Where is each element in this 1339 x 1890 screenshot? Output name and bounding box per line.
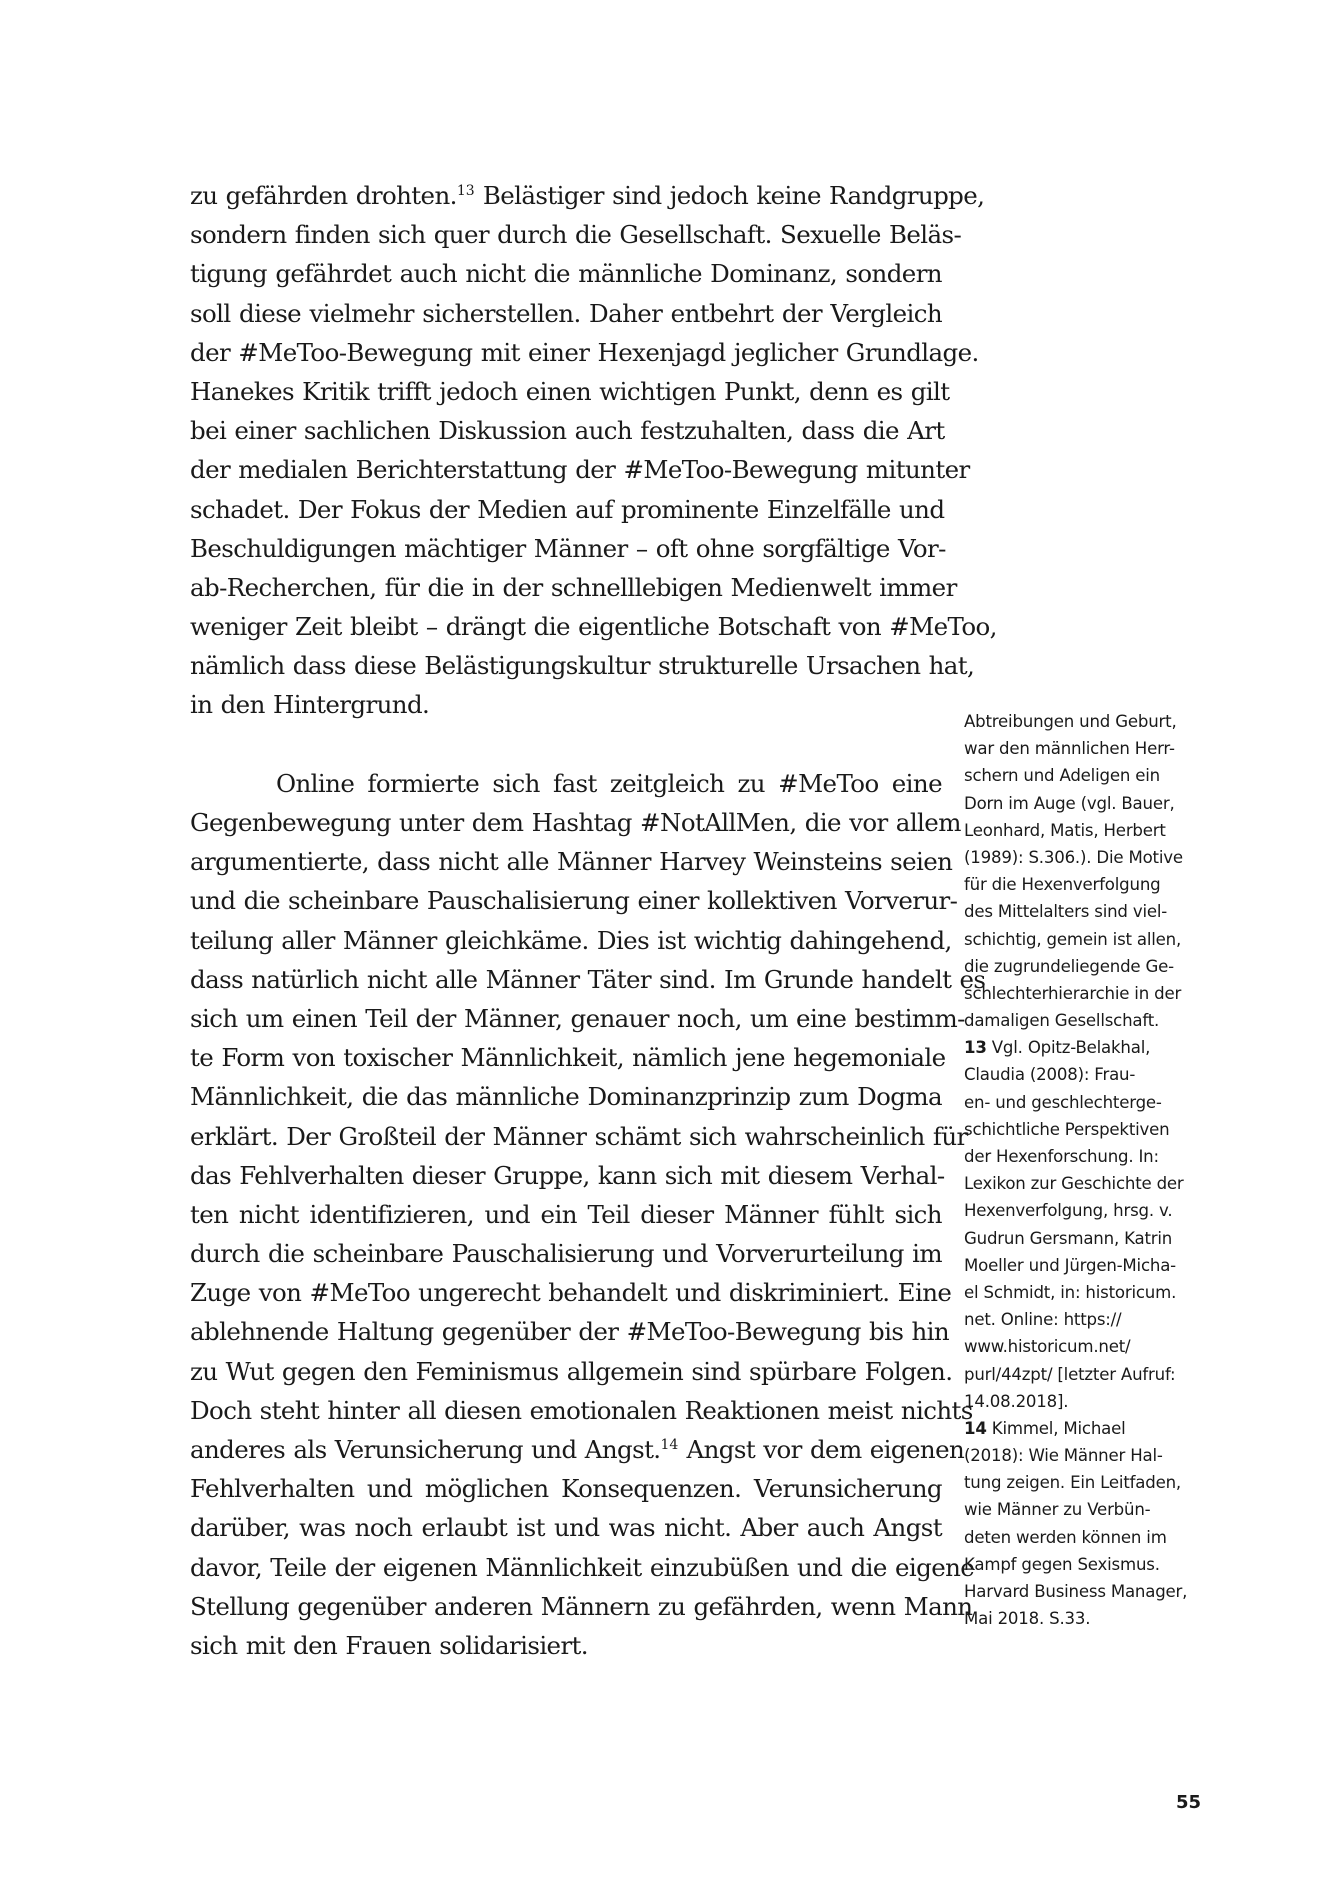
sidenote-line: (2018): Wie Männer Hal- bbox=[964, 1446, 1163, 1466]
text-line: Zuge von #MeToo ungerecht behandelt und diskriminiert. Eine bbox=[190, 1278, 952, 1308]
sidenote-line: der Hexenforschung. In: bbox=[964, 1147, 1159, 1166]
text-line: erklärt. Der Großteil der Männer schämt sich wahrscheinlich für bbox=[190, 1121, 968, 1151]
text-line: ablehnende Haltung gegenüber der #MeToo-Bewegung bis hin bbox=[190, 1317, 950, 1347]
sidenote-line: Kampf gegen Sexismus. bbox=[964, 1554, 1160, 1574]
sidenote-line: wie Männer zu Verbün- bbox=[964, 1500, 1151, 1520]
sidenote-line: die zugrundeliegende Ge- bbox=[964, 956, 1174, 976]
sidenote-line: el Schmidt, in: historicum. bbox=[964, 1282, 1177, 1302]
text-line: schadet. Der Fokus der Medien auf prominente Einzelfälle und bbox=[190, 494, 945, 524]
text-segment: zu gefährden drohten. bbox=[190, 181, 457, 210]
footnote-ref-13[interactable]: 13 bbox=[456, 183, 475, 199]
paragraph-1 bbox=[190, 176, 997, 725]
sidenote-line: schern und Adeligen ein bbox=[964, 766, 1160, 786]
text-line: sondern finden sich quer durch die Gesellschaft. Sexuelle Beläs- bbox=[190, 220, 962, 250]
sidenote-line: deten werden können im bbox=[964, 1527, 1167, 1547]
text-line: tigung gefährdet auch nicht die männliche Dominanz, sondern bbox=[190, 259, 942, 289]
text-segment: Kimmel, Michael bbox=[986, 1418, 1126, 1438]
text-line: ab-Recherchen, für die in der schnelllebigen Medienwelt immer bbox=[190, 572, 957, 602]
text-line: Fehlverhalten und möglichen Konsequenzen. Verunsicherung bbox=[190, 1474, 942, 1504]
text-line: ten nicht identifizieren, und ein Teil dieser Männer fühlt sich bbox=[190, 1199, 942, 1229]
text-line: sich mit den Frauen solidarisiert. bbox=[190, 1630, 588, 1660]
text-line: Hanekes Kritik trifft jedoch einen wichtigen Punkt, denn es gilt bbox=[190, 376, 950, 406]
sidenote-line: damaligen Gesellschaft. bbox=[964, 1011, 1160, 1031]
sidenote-line: Moeller und Jürgen-Micha- bbox=[964, 1255, 1176, 1275]
text-segment: Vgl. Opitz-Belakhal, bbox=[986, 1038, 1151, 1058]
text-line: in den Hintergrund. bbox=[190, 690, 430, 720]
text-line: der medialen Berichterstattung der #MeToo-Bewegung mitunter bbox=[190, 455, 970, 485]
sidenotes-column bbox=[964, 708, 1214, 1632]
sidenote-link-line[interactable]: www.historicum.net/ bbox=[964, 1337, 1131, 1357]
paragraph-spacer bbox=[190, 725, 942, 764]
text-line: Stellung gegenüber anderen Männern zu gefährden, wenn Mann bbox=[190, 1591, 973, 1621]
text-line: darüber, was noch erlaubt ist und was nicht. Aber auch Angst bbox=[190, 1513, 942, 1543]
text-line: Doch steht hinter all diesen emotionalen Reaktionen meist nichts bbox=[190, 1395, 973, 1425]
text-line: te Form von toxischer Männlichkeit, nämlich jene hegemoniale bbox=[190, 1043, 946, 1073]
footnote-number: 14 bbox=[964, 1418, 987, 1438]
text-line: Online formierte sich fast zeitgleich zu #MeToo eine bbox=[276, 768, 942, 798]
text-line: soll diese vielmehr sicherstellen. Daher entbehrt der Vergleich bbox=[190, 298, 942, 328]
text-line: der #MeToo-Bewegung mit einer Hexenjagd jeglicher Grundlage. bbox=[190, 337, 979, 367]
sidenote-line bbox=[964, 1034, 1214, 1061]
text-line: weniger Zeit bleibt – drängt die eigentliche Botschaft von #MeToo, bbox=[190, 612, 997, 642]
sidenote-line: 14.08.2018]. bbox=[964, 1391, 1069, 1411]
text-line: Beschuldigungen mächtiger Männer – oft ohne sorgfältige Vor- bbox=[190, 533, 946, 563]
sidenote-line: des Mittelalters sind viel- bbox=[964, 902, 1168, 922]
text-segment: anderes als Verunsicherung und Angst. bbox=[190, 1435, 661, 1464]
text-line: davor, Teile der eigenen Männlichkeit einzubüßen und die eigene bbox=[190, 1552, 975, 1582]
text-line: sich um einen Teil der Männer, genauer noch, um eine bestimm- bbox=[190, 1003, 965, 1033]
text-line: argumentierte, dass nicht alle Männer Harvey Weinsteins seien bbox=[190, 847, 953, 877]
footnote-continuation bbox=[964, 708, 1214, 1034]
footnote-number: 13 bbox=[964, 1038, 987, 1058]
footnote-13 bbox=[964, 1034, 1214, 1415]
sidenote-line: Mai 2018. S.33. bbox=[964, 1609, 1091, 1629]
sidenote-line: Abtreibungen und Geburt, bbox=[964, 712, 1177, 731]
text-segment: Angst vor dem eigenen bbox=[678, 1435, 965, 1464]
sidenote-line: schlechterhierarchie in der bbox=[964, 983, 1182, 1003]
text-segment: Belästiger sind jedoch keine Randgruppe, bbox=[474, 181, 985, 210]
sidenote-line: (1989): S.306.). Die Motive bbox=[964, 847, 1183, 867]
sidenote-line: Gudrun Gersmann, Katrin bbox=[964, 1228, 1173, 1248]
main-text-column bbox=[190, 176, 997, 1665]
text-line: teilung aller Männer gleichkäme. Dies ist wichtig dahingehend, bbox=[190, 925, 952, 955]
sidenote-line: für die Hexenverfolgung bbox=[964, 875, 1161, 895]
text-line: das Fehlverhalten dieser Gruppe, kann sich mit diesem Verhal- bbox=[190, 1160, 945, 1190]
footnote-ref-14[interactable]: 14 bbox=[660, 1437, 679, 1453]
sidenote-line: en- und geschlechterge- bbox=[964, 1092, 1162, 1112]
text-line: und die scheinbare Pauschalisierung einer kollektiven Vorverur- bbox=[190, 886, 958, 916]
text-line: zu Wut gegen den Feminismus allgemein sind spürbare Folgen. bbox=[190, 1356, 953, 1386]
page-number: 55 bbox=[1176, 1792, 1202, 1813]
text-line: bei einer sachlichen Diskussion auch festzuhalten, dass die Art bbox=[190, 416, 945, 446]
text-line: Gegenbewegung unter dem Hashtag #NotAllMen, die vor allem bbox=[190, 808, 961, 837]
sidenote-line: Harvard Business Manager, bbox=[964, 1582, 1188, 1601]
sidenote-line: Lexikon zur Geschichte der bbox=[964, 1174, 1184, 1194]
text-line bbox=[190, 176, 985, 215]
text-line bbox=[190, 1430, 965, 1469]
sidenote-link-line[interactable]: purl/44zpt/ [letzter Aufruf: bbox=[964, 1364, 1176, 1384]
footnote-14 bbox=[964, 1415, 1214, 1633]
text-line: dass natürlich nicht alle Männer Täter sind. Im Grunde handelt es bbox=[190, 964, 986, 994]
text-line: nämlich dass diese Belästigungskultur strukturelle Ursachen hat, bbox=[190, 651, 975, 681]
sidenote-line: war den männlichen Herr- bbox=[964, 739, 1175, 759]
text-line: durch die scheinbare Pauschalisierung und Vorverurteilung im bbox=[190, 1239, 942, 1269]
sidenote-line: schichtig, gemein ist allen, bbox=[964, 929, 1182, 949]
sidenote-link-line[interactable]: net. Online: https:// bbox=[964, 1310, 1122, 1330]
sidenote-line: Hexenverfolgung, hrsg. v. bbox=[964, 1201, 1173, 1221]
sidenote-line: schichtliche Perspektiven bbox=[964, 1119, 1170, 1139]
sidenote-line bbox=[964, 1415, 1214, 1442]
sidenote-line: Dorn im Auge (vgl. Bauer, bbox=[964, 793, 1175, 813]
text-line: Männlichkeit, die das männliche Dominanzprinzip zum Dogma bbox=[190, 1082, 942, 1112]
sidenote-line: Claudia (2008): Frau- bbox=[964, 1065, 1136, 1085]
sidenote-line: Leonhard, Matis, Herbert bbox=[964, 820, 1166, 840]
sidenote-line: tung zeigen. Ein Leitfaden, bbox=[964, 1473, 1181, 1493]
